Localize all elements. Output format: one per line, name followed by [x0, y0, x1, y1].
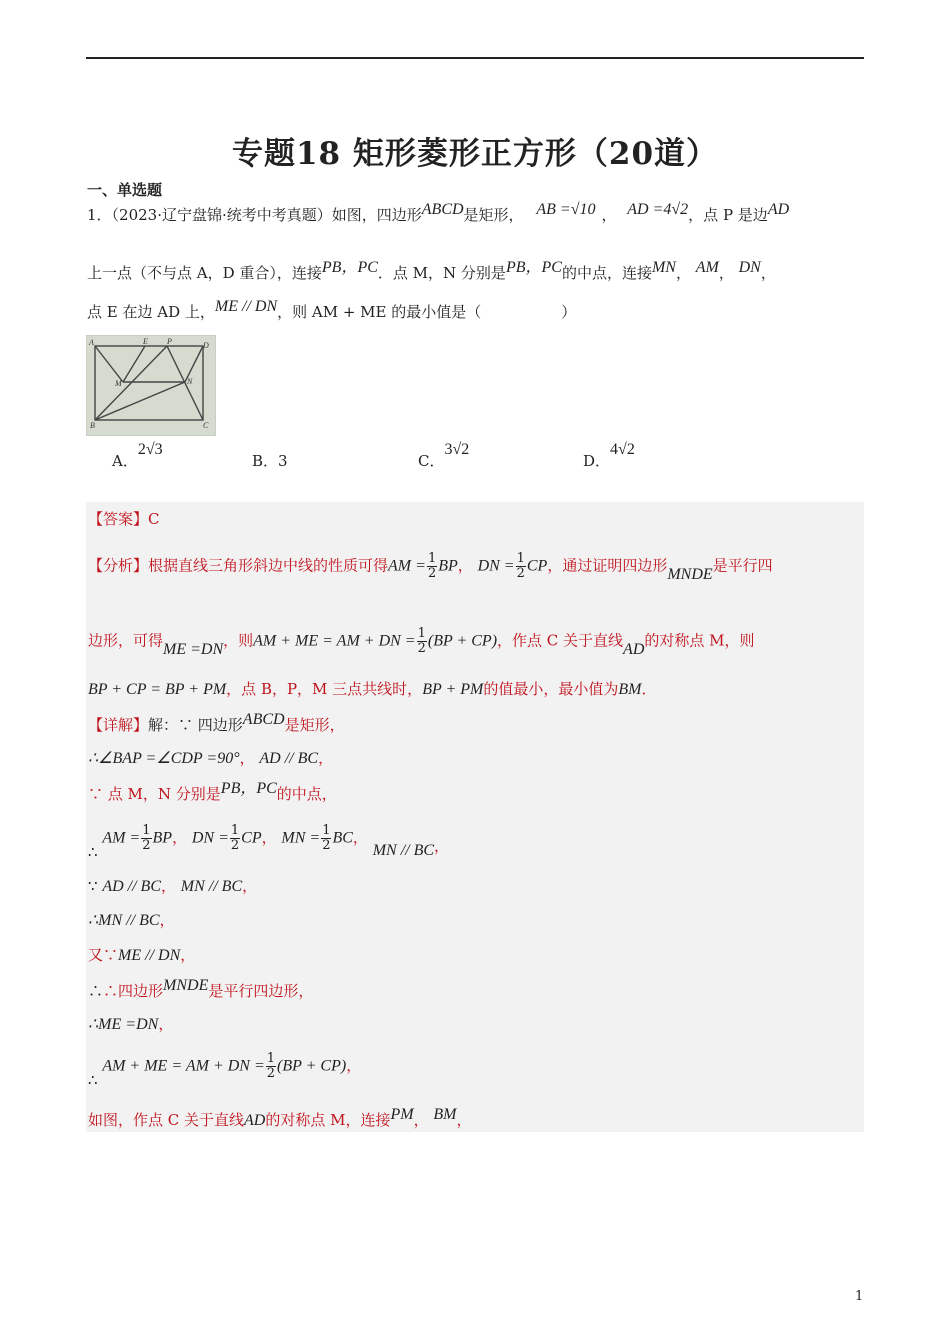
detail-line-7: 又∵ME // DN， — [88, 946, 196, 964]
analysis-line-2: 边形，可得ME =DN，则AM + ME = AM + DN = $\frac{1}{2}$ (BP + CP)，作点 C 关于直线AD的对称点 M，则 — [88, 626, 755, 658]
math-ad-eq: AD =4√2 — [627, 201, 689, 218]
question-text: ） — [561, 303, 577, 321]
fig-label-m: M — [115, 379, 122, 388]
question-text: 点 E 在边 AD 上， — [87, 303, 215, 321]
detail-line-5: ∵ AD // BC， MN // BC， — [88, 877, 258, 895]
fig-label-n: N — [187, 377, 193, 386]
choice-b[interactable]: B．3 — [252, 452, 288, 470]
fig-label-d: D — [203, 341, 209, 350]
choice-a[interactable]: A．2√3 — [112, 441, 163, 470]
detail-line-3: ∵ 点 M，N 分别是PB，PC的中点， — [88, 780, 337, 803]
fig-label-e: E — [143, 337, 148, 346]
detail-line-9: ∴ME =DN， — [88, 1015, 174, 1033]
detail-line-1: 【详解】解：∵ 四边形ABCD是矩形， — [88, 711, 345, 734]
detail-line-6: ∴MN // BC， — [88, 911, 175, 929]
question-text: 的中点，连接 — [561, 264, 652, 282]
math-pb-pc: PB，PC — [321, 259, 378, 276]
analysis-line-1: 【分析】根据直线三角形斜边中线的性质可得AM = $\frac{1}{2}$ BP， DN = $\frac{1}{2}$ CP，通过证明四边形MNDE是平行四 — [88, 551, 773, 583]
answer-panel — [86, 502, 864, 1132]
question-text: ，则 AM + ME 的最小值是（ — [277, 303, 482, 321]
header-rule — [86, 57, 864, 59]
math-abcd: ABCD — [421, 201, 464, 218]
question-text: 是矩形， — [463, 206, 524, 224]
fig-label-c: C — [203, 421, 209, 430]
page-number: 1 — [855, 1289, 864, 1304]
detail-line-2: ∴∠BAP =∠CDP =90°， AD // BC， — [88, 749, 334, 767]
question-text: ，点 P 是边 — [688, 206, 768, 224]
choice-c[interactable]: C．3√2 — [418, 441, 470, 470]
math-pb-pc: PB，PC — [505, 259, 562, 276]
math-mn: MN — [651, 259, 676, 276]
math-am: AM — [695, 259, 719, 276]
geometry-figure — [86, 335, 216, 436]
math-ab-eq: AB =√10 — [536, 201, 596, 218]
detail-line-10: ∴ AM + ME = AM + DN = $\frac{1}{2}$ (BP + CP)， — [88, 1051, 362, 1089]
question-line-1 — [87, 203, 789, 228]
answer-line — [88, 507, 160, 531]
question-text: 上一点（不与点 A，D 重合），连接 — [87, 264, 322, 282]
question-line-2: 上一点（不与点 A，D 重合），连接PB，PC．点 M，N 分别是PB，PC的中点，连接MN， AM， DN， — [87, 259, 776, 282]
question-line-3 — [87, 300, 576, 325]
math-dn: DN — [738, 259, 761, 276]
detail-line-11: 如图，作点 C 关于直线AD的对称点 M，连接PM， BM， — [88, 1106, 472, 1129]
detail-line-4: ∴ AM = $\frac{1}{2}$ BP， DN = $\frac{1}{2}$ CP， MN = $\frac{1}{2}$ BC， MN // BC， — [88, 823, 450, 861]
math-ad: AD — [767, 201, 790, 218]
answer-value: C — [148, 510, 160, 528]
section-heading: 一、单选题 — [87, 181, 163, 199]
analysis-line-3: BP + CP = BP + PM，点 B，P，M 三点共线时，BP + PM的值最小，最小值为BM． — [88, 680, 657, 698]
page-title: 专题18 矩形菱形正方形（20道） — [231, 136, 719, 172]
fig-label-p: P — [167, 337, 172, 346]
detail-line-8: ∴∴四边形MNDE是平行四边形， — [88, 977, 314, 1000]
fig-label-a: A — [89, 338, 94, 347]
math-me-par-dn: ME // DN — [214, 298, 278, 315]
question-text: ．点 M，N 分别是 — [377, 264, 506, 282]
question-prefix: 1．（2023·辽宁盘锦·统考中考真题）如图，四边形 — [87, 206, 422, 224]
choice-d[interactable]: D．4√2 — [583, 441, 635, 470]
question-comma: ， — [601, 206, 617, 224]
answer-tag: 【答案】 — [88, 510, 149, 528]
fig-label-b: B — [90, 421, 95, 430]
